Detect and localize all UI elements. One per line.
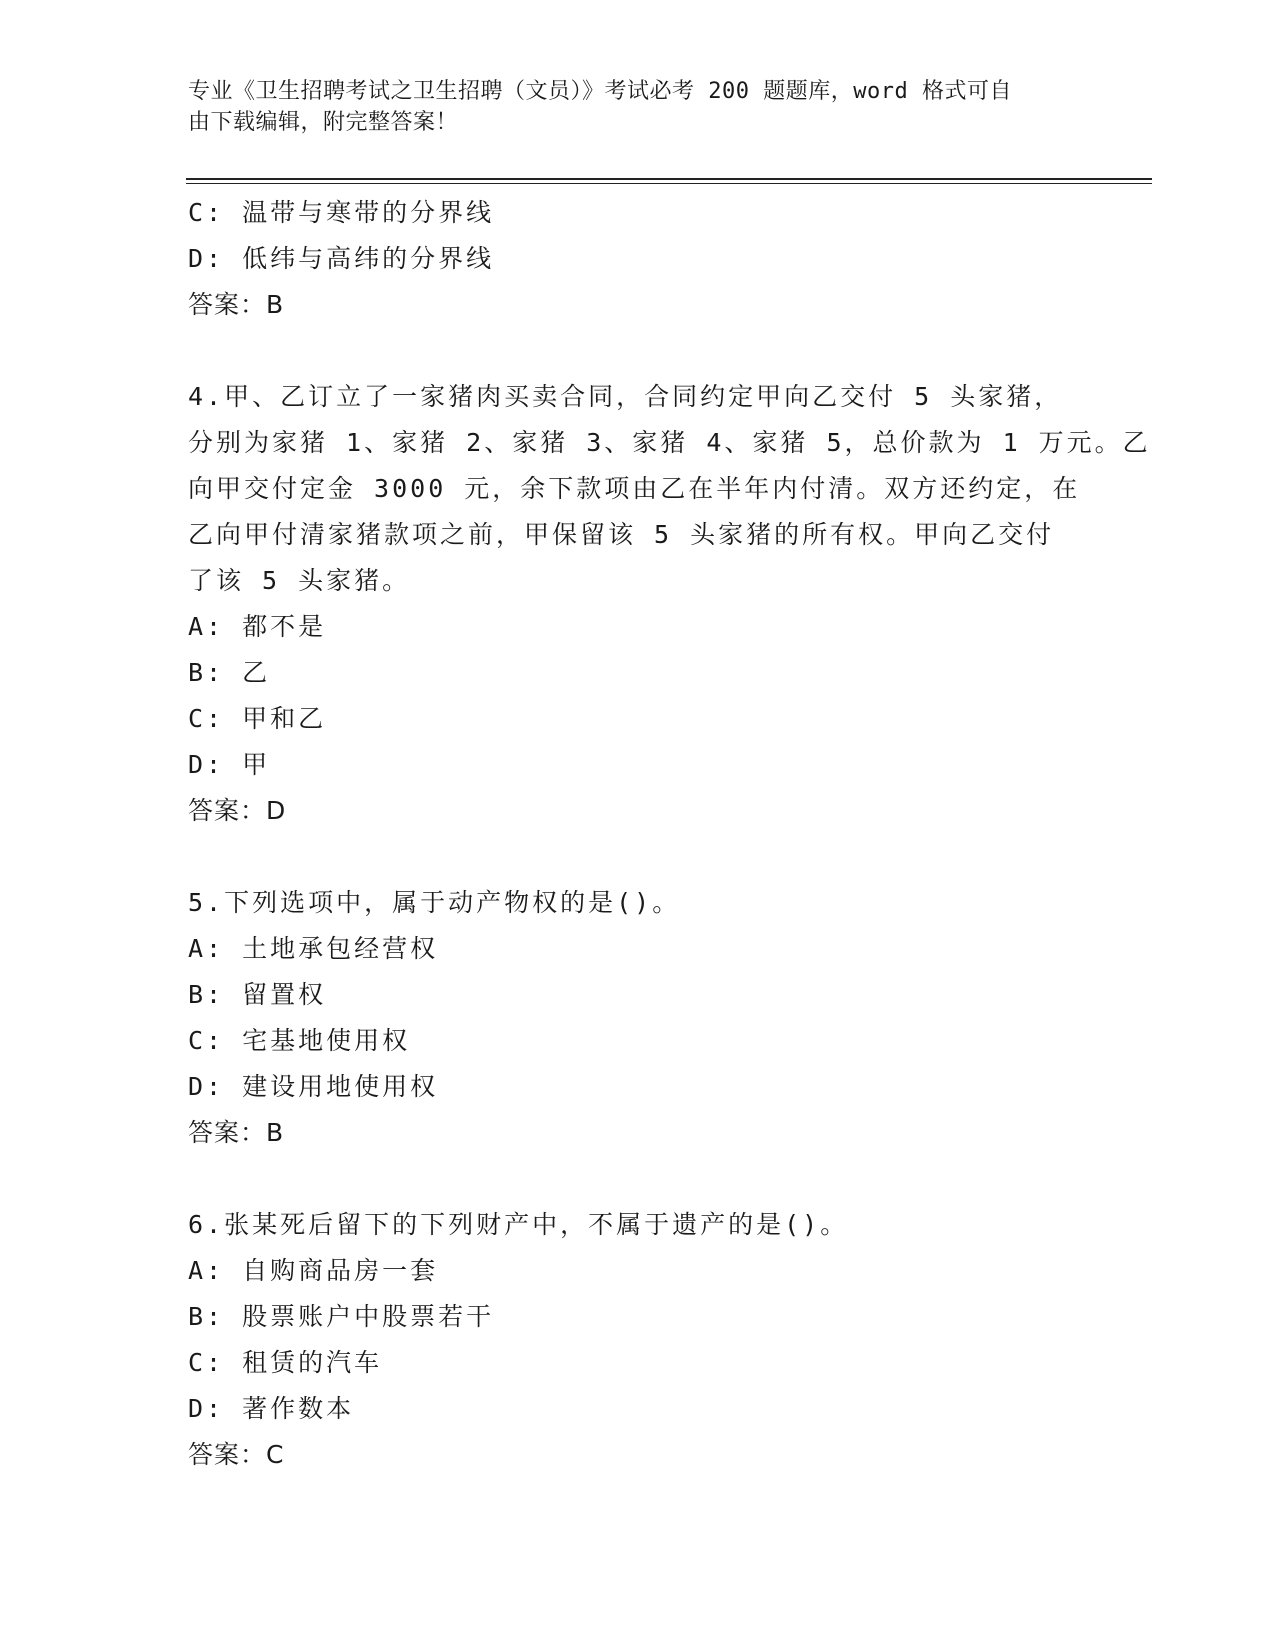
option-b: B: 乙 [188,658,271,687]
answer: 答案：D [188,796,287,825]
option-d: D: 著作数本 [188,1394,355,1423]
question-5 [188,880,1088,1156]
spacer [188,1156,1088,1202]
question-3-tail [188,190,1088,328]
option-c: C: 温带与寒带的分界线 [188,198,495,227]
question-6 [188,1202,1088,1478]
option-a: A: 土地承包经营权 [188,934,439,963]
question-stem: 5.下列选项中，属于动产物权的是()。 [188,888,681,917]
question-stem-line: 乙向甲付清家猪款项之前，甲保留该 5 头家猪的所有权。甲向乙交付 [188,520,1055,549]
option-d: D: 甲 [188,750,271,779]
answer: 答案：B [188,290,285,319]
option-c: C: 宅基地使用权 [188,1026,411,1055]
page-header [188,76,1068,138]
option-b: B: 留置权 [188,980,327,1009]
header-divider-thick [186,178,1152,180]
question-stem: 6.张某死后留下的下列财产中，不属于遗产的是()。 [188,1210,849,1239]
header-line-1: 专业《卫生招聘考试之卫生招聘（文员）》考试必考 200 题题库，word 格式可自 [188,79,1012,104]
question-4 [188,374,1151,834]
answer: 答案：C [188,1440,285,1469]
option-a: A: 自购商品房一套 [188,1256,439,1285]
question-stem-line: 了该 5 头家猪。 [188,566,411,595]
header-divider-thin [186,183,1152,184]
question-stem-line: 向甲交付定金 3000 元，余下款项由乙在半年内付清。双方还约定，在 [188,474,1081,503]
answer: 答案：B [188,1118,285,1147]
question-stem-line: 4.甲、乙订立了一家猪肉买卖合同，合同约定甲向乙交付 5 头家猪， [188,382,1063,411]
option-c: C: 租赁的汽车 [188,1348,383,1377]
option-a: A: 都不是 [188,612,327,641]
header-line-2: 由下载编辑，附完整答案！ [188,110,459,135]
option-d: D: 建设用地使用权 [188,1072,439,1101]
spacer [188,328,1088,374]
question-stem-line: 分别为家猪 1、家猪 2、家猪 3、家猪 4、家猪 5，总价款为 1 万元。乙 [188,428,1151,457]
option-c: C: 甲和乙 [188,704,327,733]
question-list [188,190,1151,1478]
option-b: B: 股票账户中股票若干 [188,1302,495,1331]
option-d: D: 低纬与高纬的分界线 [188,244,495,273]
spacer [188,834,1088,880]
